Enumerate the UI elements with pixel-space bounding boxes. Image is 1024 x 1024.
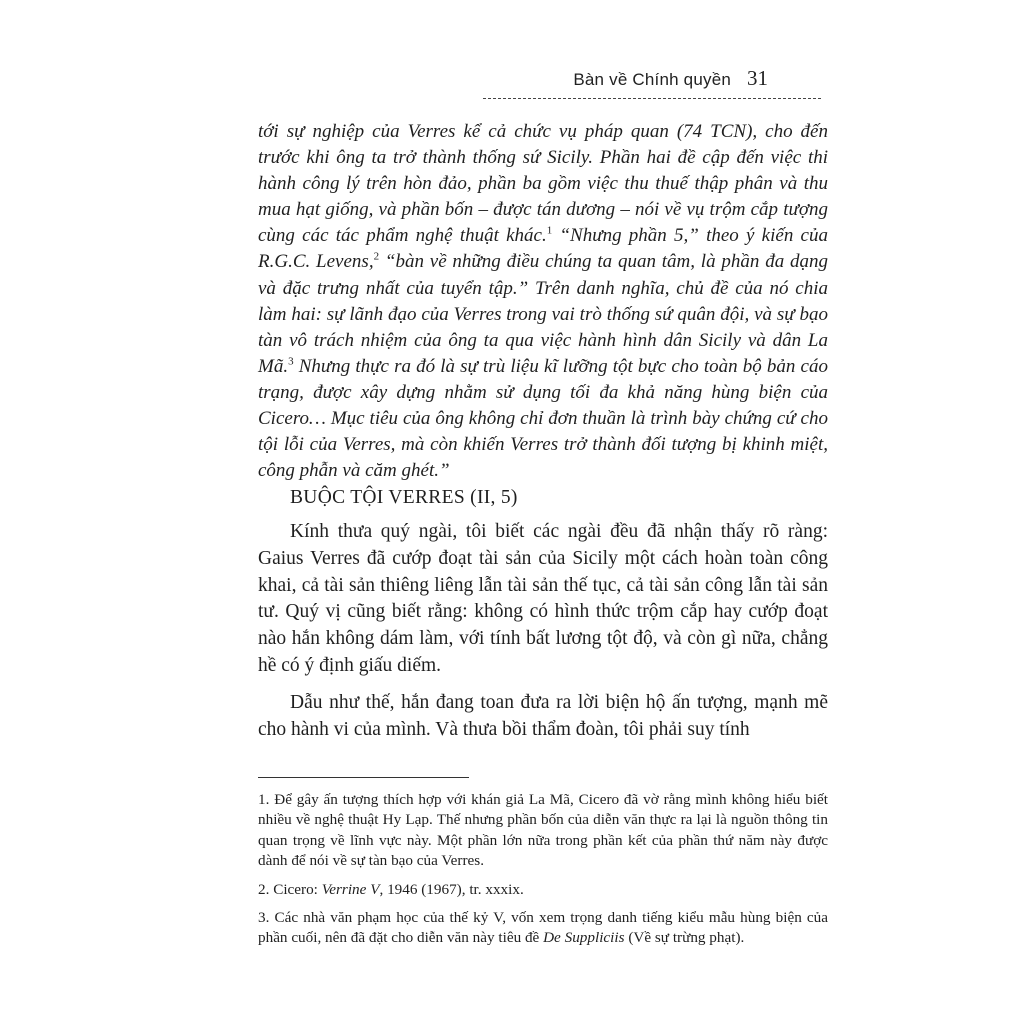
body-paragraph-1: Kính thưa quý ngài, tôi biết các ngài đều đã nhận thấy rõ ràng: Gaius Verres đã cướp đoạt tài sản của Sicily một cách hoàn toàn công khai, cả tài sản thiêng liêng lẫn tài sản thế tục, cả tài sản công lẫn tài sản tư. Quý vị cũng biết rằng: không có hình thức trộm cắp hay cướp đoạt nào hắn không dám làm, với tính bất lương tột độ, và còn gì nữa, chẳng hề có ý định giấu diếm. — [258, 521, 828, 676]
footnote-3-source: De Suppliciis — [543, 929, 625, 947]
footnote-2-prefix: 2. Cicero: — [258, 880, 322, 898]
footnote-1: 1. Để gây ấn tượng thích hợp với khán giả La Mã, Cicero đã vờ rằng mình không hiểu biết nhiều về nghệ thuật Hy Lạp. Thế nhưng phần bốn của diễn văn thực ra lại là nguồn thông tin quan trọng về lĩnh vực này. Một phần lớn nữa trong phần kết của phần thứ năm này được dành để nói về sự tàn bạo của Verres. — [258, 791, 828, 870]
quoted-paragraph — [258, 119, 828, 484]
quote-text-part4: Nhưng thực ra đó là sự trù liệu kĩ lưỡng tột bực cho toàn bộ bản cáo trạng, được xây dựng nhằm sử dụng tối đa khả năng hùng biện của Cicero… Mục tiêu của ông không chỉ đơn thuần là trình bày chứng cứ cho tội lỗi của Verres, mà còn khiến Verres trở thành đối tượng bị khinh miệt, công phẫn và căm ghét.” — [258, 355, 828, 482]
body-paragraph-2: Dẫu như thế, hắn đang toan đưa ra lời biện hộ ấn tượng, mạnh mẽ cho hành vi của mình. Và thưa bồi thẩm đoàn, tôi phải suy tính — [258, 691, 828, 740]
quoted-passage — [258, 119, 828, 484]
footnote-3 — [258, 908, 828, 949]
footnote-divider — [258, 777, 469, 778]
quote-text-part2: “Nhưng phần 5,” theo ý kiến của R.G.C. Levens, — [258, 225, 828, 273]
footnote-ref-1: 1 — [546, 225, 553, 238]
running-header — [573, 66, 768, 91]
header-divider — [483, 98, 821, 99]
footnote-2-suffix: , 1946 (1967), tr. xxxix. — [379, 880, 524, 898]
body-text — [258, 519, 828, 753]
footnote-3-suffix: (Về sự trừng phạt). — [624, 929, 745, 947]
footnote-ref-2: 2 — [373, 251, 380, 264]
running-title: Bàn về Chính quyền — [573, 70, 731, 89]
quote-text-part3: “bàn về những điều chúng ta quan tâm, là phần đa dạng và đặc trưng nhất của tuyển tập.” Trên danh nghĩa, chủ đề của nó chia làm hai: sự lãnh đạo của Verres trong vai trò thống sứ quân đội, và sự bạo tàn vô trách nhiệm của ông ta qua việc hành hình dân Sicily và dân La Mã. — [258, 251, 829, 377]
page-number: 31 — [747, 66, 768, 90]
footnote-2-source: Verrine V — [321, 880, 380, 898]
section-heading: BUỘC TỘI VERRES (II, 5) — [290, 487, 518, 508]
footnotes — [258, 790, 828, 957]
quote-text-part1: tới sự nghiệp của Verres kể cả chức vụ pháp quan (74 TCN), cho đến trước khi ông ta trở thành thống sứ Sicily. Phần hai đề cập đến việc thi hành công lý trên hòn đảo, phần ba gồm việc thu thuế thập phân và thu mua hạt giống, và phần bốn – được tán dương – nói về vụ trộm cắp tượng cùng các tác phẩm nghệ thuật khác. — [258, 121, 828, 247]
footnote-2 — [258, 880, 828, 900]
footnote-ref-3: 3 — [288, 355, 294, 368]
footnote-3-prefix: 3. Các nhà văn phạm học của thế kỷ V, vốn xem trọng danh tiếng kiểu mẫu hùng biện của phần cuối, nên đã đặt cho diễn văn này tiêu đề — [258, 909, 828, 947]
